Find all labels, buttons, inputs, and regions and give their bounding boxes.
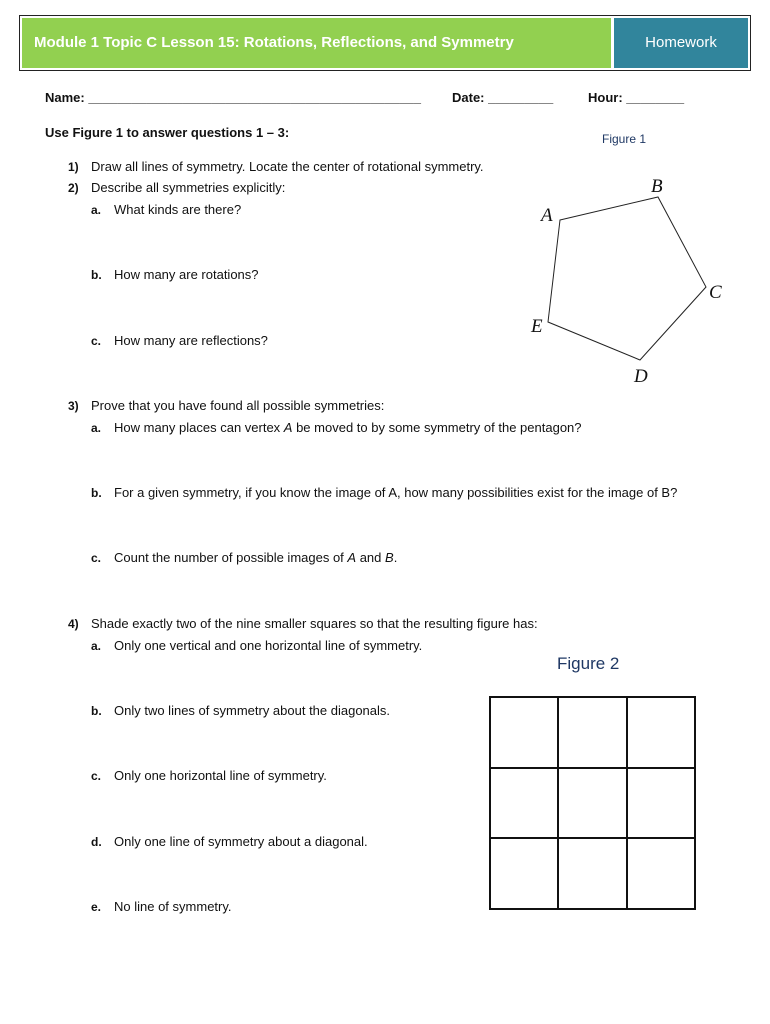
grid-cell[interactable]	[627, 697, 695, 768]
q2b-label: b.	[91, 268, 102, 282]
grid-cell[interactable]	[490, 838, 558, 909]
q4e-label: e.	[91, 900, 102, 914]
q2a-text: What kinds are there?	[114, 202, 242, 217]
q4d-label: d.	[91, 835, 102, 849]
grid-cell[interactable]	[558, 838, 626, 909]
q3c-label: c.	[91, 551, 102, 565]
grid-cell[interactable]	[627, 838, 695, 909]
q2-text: Describe all symmetries explicitly:	[91, 180, 286, 195]
figure1-caption: Figure 1	[602, 132, 647, 146]
q2-number: 2)	[68, 181, 79, 195]
q3a-label: a.	[91, 421, 102, 435]
q2c-text: How many are reflections?	[114, 333, 268, 348]
q3c-text: Count the number of possible images of A and B.	[114, 550, 398, 565]
q3b-text: For a given symmetry, if you know the image of A, how many possibilities exist for the image of B?	[114, 485, 678, 500]
q3b-label: b.	[91, 486, 102, 500]
grid-cell[interactable]	[627, 768, 695, 839]
date-field: Date: _________	[452, 90, 554, 105]
q4a-text: Only one vertical and one horizontal line of symmetry.	[114, 638, 423, 653]
q3-text: Prove that you have found all possible symmetries:	[91, 398, 385, 413]
grid-cell[interactable]	[558, 697, 626, 768]
q1-number: 1)	[68, 160, 79, 174]
grid-cell[interactable]	[490, 697, 558, 768]
pentagon-outline	[548, 197, 706, 360]
vertex-label-d: D	[634, 366, 648, 385]
q4a-label: a.	[91, 639, 102, 653]
q2c-label: c.	[91, 334, 102, 348]
q4b-label: b.	[91, 704, 102, 718]
q2b-text: How many are rotations?	[114, 267, 259, 282]
q4b-text: Only two lines of symmetry about the diagonals.	[114, 703, 391, 718]
figure2-caption: Figure 2	[557, 654, 620, 673]
q4c-label: c.	[91, 769, 102, 783]
lesson-title: Module 1 Topic C Lesson 15: Rotations, Reflections, and Symmetry	[22, 18, 611, 68]
q4c-text: Only one horizontal line of symmetry.	[114, 768, 327, 783]
instructions: Use Figure 1 to answer questions 1 – 3:	[45, 125, 290, 140]
q4e-text: No line of symmetry.	[114, 899, 232, 914]
grid-cell[interactable]	[558, 768, 626, 839]
q4d-text: Only one line of symmetry about a diagonal.	[114, 834, 368, 849]
q4-text: Shade exactly two of the nine smaller squares so that the resulting figure has:	[91, 616, 538, 631]
grid-cell[interactable]	[490, 768, 558, 839]
nine-square-grid	[489, 696, 696, 910]
homework-tag: Homework	[614, 18, 748, 68]
vertex-label-b: B	[651, 176, 663, 197]
q1-text: Draw all lines of symmetry. Locate the center of rotational symmetry.	[91, 159, 484, 174]
q2a-label: a.	[91, 203, 102, 217]
q3a-text: How many places can vertex A be moved to by some symmetry of the pentagon?	[114, 420, 582, 435]
q4-number: 4)	[68, 617, 79, 631]
pentagon-figure	[525, 170, 730, 385]
vertex-label-e: E	[531, 316, 543, 337]
vertex-label-c: C	[709, 282, 722, 303]
hour-field: Hour: ________	[588, 90, 685, 105]
vertex-label-a: A	[541, 205, 553, 226]
name-field: Name: ______________________________________________	[45, 90, 421, 105]
q3-number: 3)	[68, 399, 79, 413]
